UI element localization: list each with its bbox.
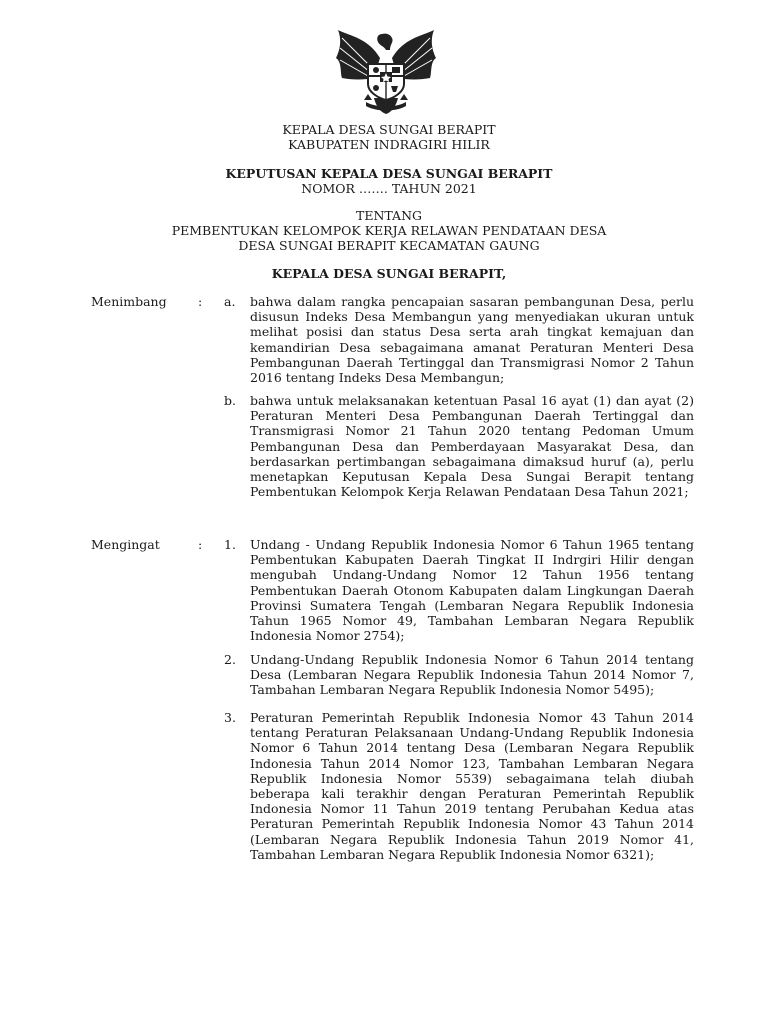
mengingat-marker-3: 3. [224, 710, 236, 725]
menimbang-label: Menimbang [91, 294, 167, 309]
menimbang-item-a: bahwa dalam rangka pencapaian sasaran pembangunan Desa, perlu disusun Indeks Desa Membangun yang menyediakan ukuran untuk melihat posisi dan status Desa serta arah tingkat kemajuan dan kemandirian Desa sebagaimana amanat Peraturan Menteri Desa Pembangunan Daerah Tertinggal dan Transmigrasi Nomor 2 Tahun 2016 tentang Indeks Desa Membangun; [250, 294, 694, 386]
village-head-title: KEPALA DESA SUNGAI BERAPIT [282, 122, 496, 137]
mengingat-label: Mengingat [91, 537, 160, 552]
menimbang-colon: : [198, 294, 203, 309]
mengingat-item-1: Undang - Undang Republik Indonesia Nomor 6 Tahun 1965 tentang Pembentukan Kabupaten Daerah Tingkat II Indrgiri Hilir dengan mengubah Undang-Undang Nomor 12 Tahun 1956 tentang Pembentukan Daerah Otonom Kabupaten dalam Lingkungan Daerah Provinsi Sumatera Tengah (Lembaran Negara Republik Indonesia Tahun 1965 Nomor 49, Tambahan Lembaran Negara Republik Indonesia Nomor 2754); [250, 537, 694, 644]
mengingat-marker-1: 1. [224, 537, 236, 552]
regency-title: KABUPATEN INDRAGIRI HILIR [288, 137, 490, 152]
decree-number: NOMOR ……. TAHUN 2021 [301, 181, 477, 196]
subject-line-1: PEMBENTUKAN KELOMPOK KERJA RELAWAN PENDATAAN DESA [171, 223, 607, 238]
decree-title: KEPUTUSAN KEPALA DESA SUNGAI BERAPIT [225, 166, 553, 181]
mengingat-item-3: Peraturan Pemerintah Republik Indonesia Nomor 43 Tahun 2014 tentang Peraturan Pelaksanaan Undang-Undang Republik Indonesia Nomor 6 Tahun 2014 tentang Desa (Lembaran Negara Republik Indonesia Tahun 2014 Nomor 123, Tambahan Lembaran Negara Republik Indonesia Nomor 5539) sebagaimana telah diubah beberapa kali terakhir dengan Peraturan Pemerintah Republik Indonesia Nomor 11 Tahun 2019 tentang Perubahan Kedua atas Peraturan Pemerintah Republik Indonesia Nomor 43 Tahun 2014 (Lembaran Negara Republik Indonesia Tahun 2019 Nomor 41, Tambahan Lembaran Negara Republik Indonesia Nomor 6321); [250, 710, 694, 862]
subject-label: TENTANG [355, 208, 422, 223]
mengingat-colon: : [198, 537, 203, 552]
signatory-heading: KEPALA DESA SUNGAI BERAPIT, [271, 266, 507, 281]
menimbang-item-b: bahwa untuk melaksanakan ketentuan Pasal 16 ayat (1) dan ayat (2) Peraturan Menteri Desa Pembangunan Daerah Tertinggal dan Transmigrasi Nomor 21 Tahun 2020 tentang Pedoman Umum Pembangunan Desa dan Pemberdayaan Masyarakat Desa, dan berdasarkan pertimbangan sebagaimana dimaksud huruf (a), perlu menetapkan Keputusan Kepala Desa Sungai Berapit tentang Pembentukan Kelompok Kerja Relawan Pendataan Desa Tahun 2021; [250, 393, 694, 500]
garuda-emblem-icon [328, 28, 444, 116]
subject-line-2: DESA SUNGAI BERAPIT KECAMATAN GAUNG [238, 238, 540, 253]
mengingat-item-2: Undang-Undang Republik Indonesia Nomor 6 Tahun 2014 tentang Desa (Lembaran Negara Republik Indonesia Tahun 2014 Nomor 7, Tambahan Lembaran Negara Republik Indonesia Nomor 5495); [250, 652, 694, 698]
menimbang-marker-b: b. [224, 393, 236, 408]
mengingat-marker-2: 2. [224, 652, 236, 667]
menimbang-marker-a: a. [224, 294, 236, 309]
